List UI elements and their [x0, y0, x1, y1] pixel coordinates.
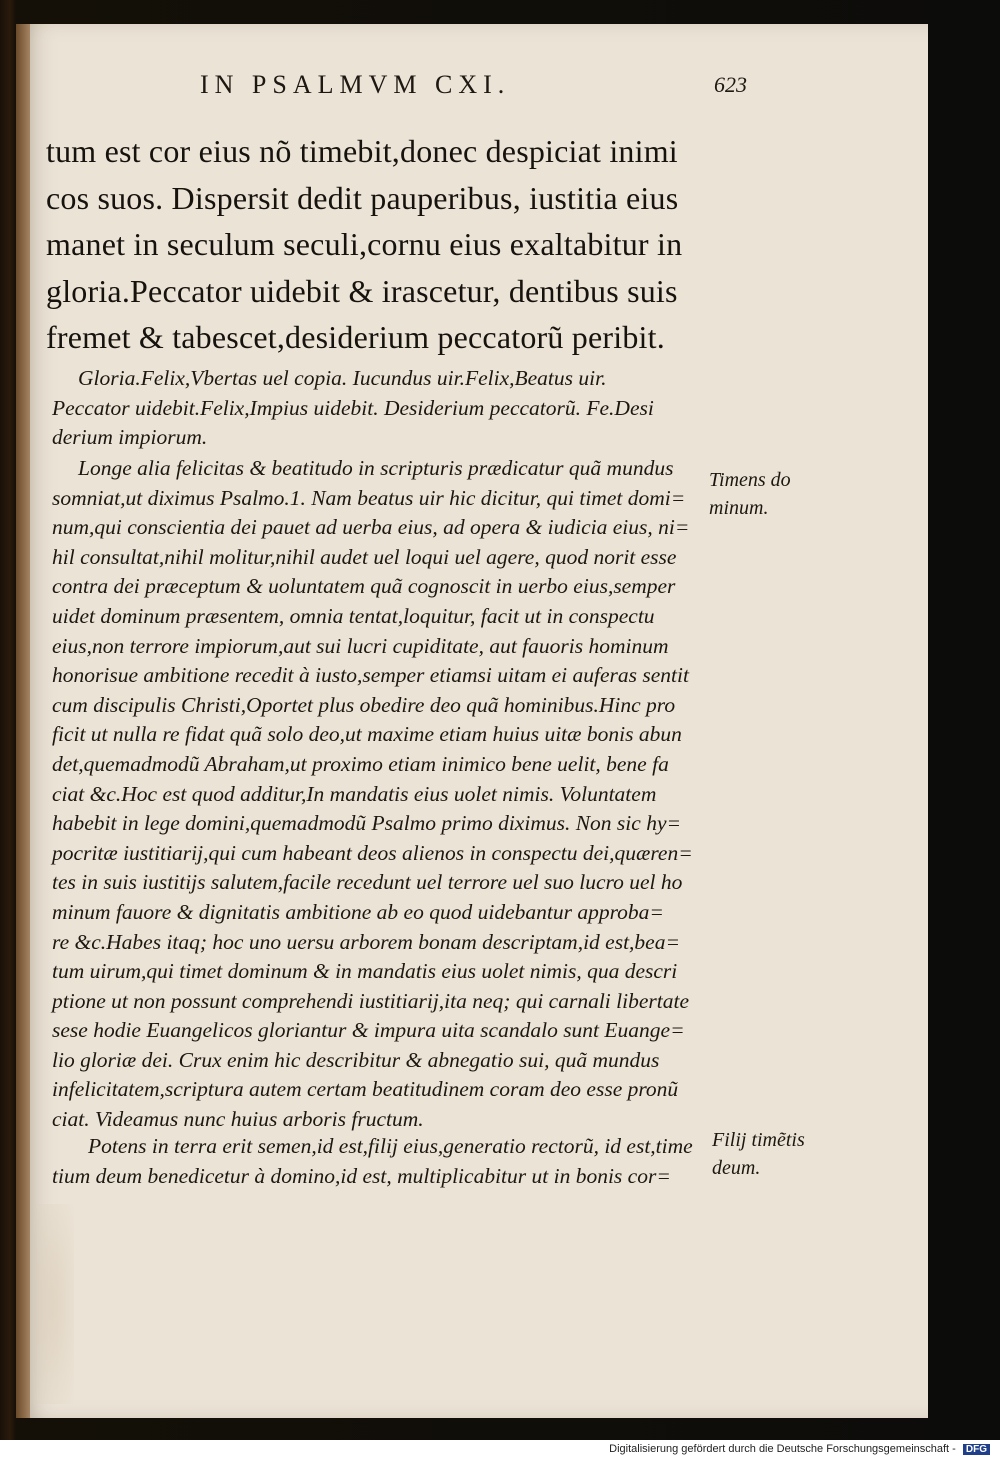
commentary-line: sese hodie Euangelicos gloriantur & impura uita scandalo sunt Euange=: [52, 1018, 685, 1043]
commentary-line: ficit ut nulla re fidat quã solo deo,ut maxime etiam huius uitæ bonis abun: [52, 722, 682, 747]
psalm-line: fremet & tabescet,desiderium peccatorũ peribit.: [46, 319, 665, 355]
variant-line: Peccator uidebit.Felix,Impius uidebit. Desiderium peccatorũ. Fe.Desi: [52, 395, 654, 420]
commentary-line: eius,non terrore impiorum,aut sui lucri cupiditate, aut fauoris hominum: [52, 633, 669, 658]
commentary-line: minum fauore & dignitatis ambitione ab eo quod uidebantur approba=: [52, 899, 664, 924]
page-number: 623: [714, 72, 747, 97]
margin-note-line: deum.: [712, 1157, 761, 1179]
final-line: tium deum benedicetur à domino,id est, multiplicabitur ut in bonis cor=: [52, 1163, 671, 1188]
footer-bar: [0, 1440, 1000, 1462]
commentary-line: uidet dominum præsentem, omnia tentat,loquitur, facit ut in conspectu: [52, 603, 655, 628]
psalm-line: cos suos. Dispersit dedit pauperibus, iustitia eius: [46, 179, 679, 216]
psalm-line: tum est cor eius nõ timebit,donec despiciat inimi: [46, 133, 678, 169]
commentary-line: tes in suis iustitijs salutem,facile recedunt uel terrore uel suo lucro uel ho: [52, 870, 683, 895]
variant-readings: [52, 364, 712, 453]
footer-credit: [609, 1443, 990, 1455]
paper-stain: [34, 1204, 74, 1404]
dfg-logo: DFG: [963, 1444, 990, 1455]
psalm-text: [46, 128, 706, 361]
psalm-line: gloria.Peccator uidebit & irascetur, dentibus suis: [46, 272, 678, 309]
commentary-line: re &c.Habes itaq; hoc uno uersu arborem bonam descriptam,id est,bea=: [52, 929, 680, 954]
final-text: [52, 1132, 712, 1191]
commentary-line: tum uirum,qui timet dominum & in mandatis eius uolet nimis, qua descri: [52, 959, 678, 984]
margin-note: [709, 466, 791, 522]
commentary-line: somniat,ut diximus Psalmo.1. Nam beatus uir hic dicitur, qui timet domi=: [52, 485, 686, 510]
margin-note-line: Timens do: [709, 469, 791, 491]
page-gutter: [16, 24, 30, 1418]
commentary-line: ciat. Videamus nunc huius arboris fructum.: [52, 1107, 424, 1132]
variant-line: Gloria.Felix,Vbertas uel copia. Iucundus uir.Felix,Beatus uir.: [78, 366, 607, 390]
commentary-line: ciat &c.Hoc est quod additur,In mandatis eius uolet nimis. Voluntatem: [52, 781, 657, 806]
margin-note-line: minum.: [709, 497, 769, 519]
commentary-text: [52, 454, 712, 1135]
psalm-line: manet in seculum seculi,cornu eius exaltabitur in: [46, 226, 683, 262]
footer-text: Digitalisierung gefördert durch die Deutsche Forschungsgemeinschaft -: [609, 1443, 956, 1455]
commentary-line: habebit in lege domini,quemadmodũ Psalmo primo diximus. Non sic hy=: [52, 811, 681, 836]
commentary-line: contra dei præceptum & uoluntatem quã cognoscit in uerbo eius,semper: [52, 574, 676, 599]
variant-line: derium impiorum.: [52, 425, 208, 450]
margin-note-line: Filij timẽtis: [712, 1129, 805, 1151]
commentary-line: infelicitatem,scriptura autem certam beatitudinem coram deo esse pronũ: [52, 1077, 679, 1102]
commentary-line: honorisue ambitione recedit à iusto,semper etiamsi uitam ei auferas sentit: [52, 663, 689, 688]
commentary-line: pocritæ iustitiarij,qui cum habeant deos alienos in conspectu dei,quæren=: [52, 840, 693, 865]
commentary-line: Longe alia felicitas & beatitudo in scripturis prædicatur quã mundus: [78, 456, 674, 480]
margin-note: [712, 1126, 805, 1182]
commentary-line: lio gloriæ dei. Crux enim hic describitur & abnegatio sui, quã mundus: [52, 1047, 660, 1072]
commentary-line: det,quemadmodũ Abraham,ut proximo etiam inimico bene uelit, bene fa: [52, 751, 669, 776]
commentary-line: hil consultat,nihil molitur,nihil audet uel loqui uel agere, quod norit esse: [52, 544, 677, 569]
commentary-line: cum discipulis Christi,Oportet plus obedire deo quã hominibus.Hinc pro: [52, 692, 676, 717]
running-head: IN PSALMVM CXI.: [200, 70, 511, 99]
commentary-line: num,qui conscientia dei pauet ad uerba eius, ad opera & iudicia eius, ni=: [52, 515, 690, 540]
commentary-line: ptione ut non possunt comprehendi iustitiarij,ita neq; qui carnali libertate: [52, 988, 689, 1013]
final-line: Potens in terra erit semen,id est,filij eius,generatio rectorũ, id est,time: [88, 1134, 693, 1158]
